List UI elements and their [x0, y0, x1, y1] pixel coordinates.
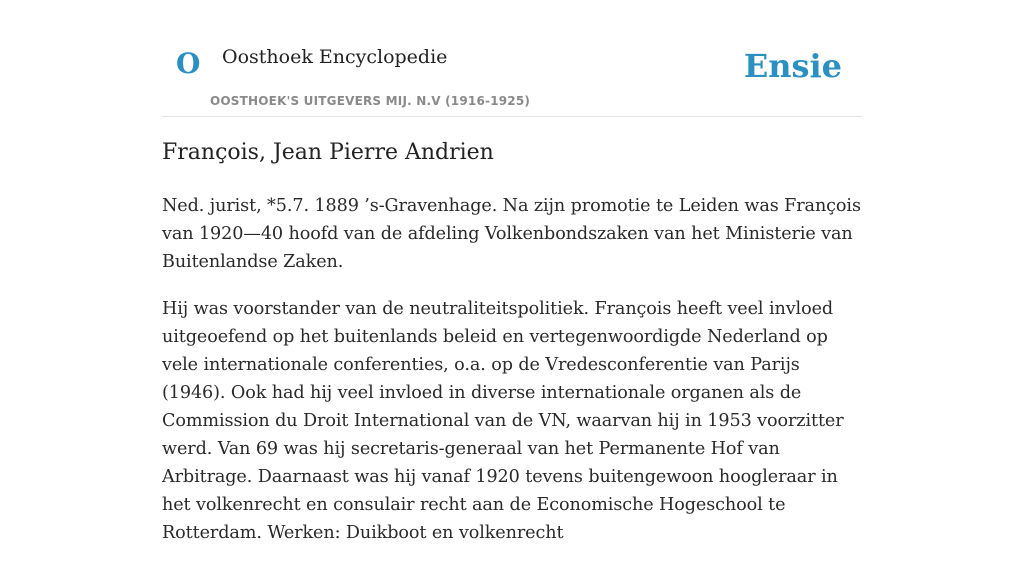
entry-paragraph: Hij was voorstander van de neutraliteitspolitiek. François heeft veel invloed uitgeoefend op het buitenlands beleid en vertegenwoordigde Nederland op vele internationale conferenties, o.a. op de Vredesconferentie van Parijs (1946). Ook had hij veel invloed in diverse internationale organen als de Commission du Droit International van de VN, waarvan hij in 1953 voorzitter werd. Van 69 was hij secretaris-generaal van het Permanente Hof van Arbitrage. Daarnaast was hij vanaf 1920 tevens buitengewoon hoogleraar in het volkenrecht en consulair recht aan de Economische Hogeschool te Rotterdam. Werken: Duikboot en volkenrecht — [162, 298, 844, 543]
encyclopedia-title[interactable]: Oosthoek Encyclopedie — [222, 46, 448, 68]
encyclopedia-logo[interactable]: O — [176, 47, 201, 80]
site-header — [162, 0, 862, 117]
entry-title: François, Jean Pierre Andrien — [162, 140, 494, 165]
publisher-label: OOSTHOEK'S UITGEVERS MIJ. N.V (1916-1925) — [210, 94, 531, 108]
entry-content — [162, 138, 862, 566]
entry-paragraph: Ned. jurist, *5.7. 1889 ’s-Gravenhage. Na zijn promotie te Leiden was François van 1920—40 hoofd van de afdeling Volkenbondszaken van het Ministerie van Buitenlandse Zaken. — [162, 195, 861, 272]
ensie-brand-link[interactable]: Ensie — [743, 47, 842, 85]
